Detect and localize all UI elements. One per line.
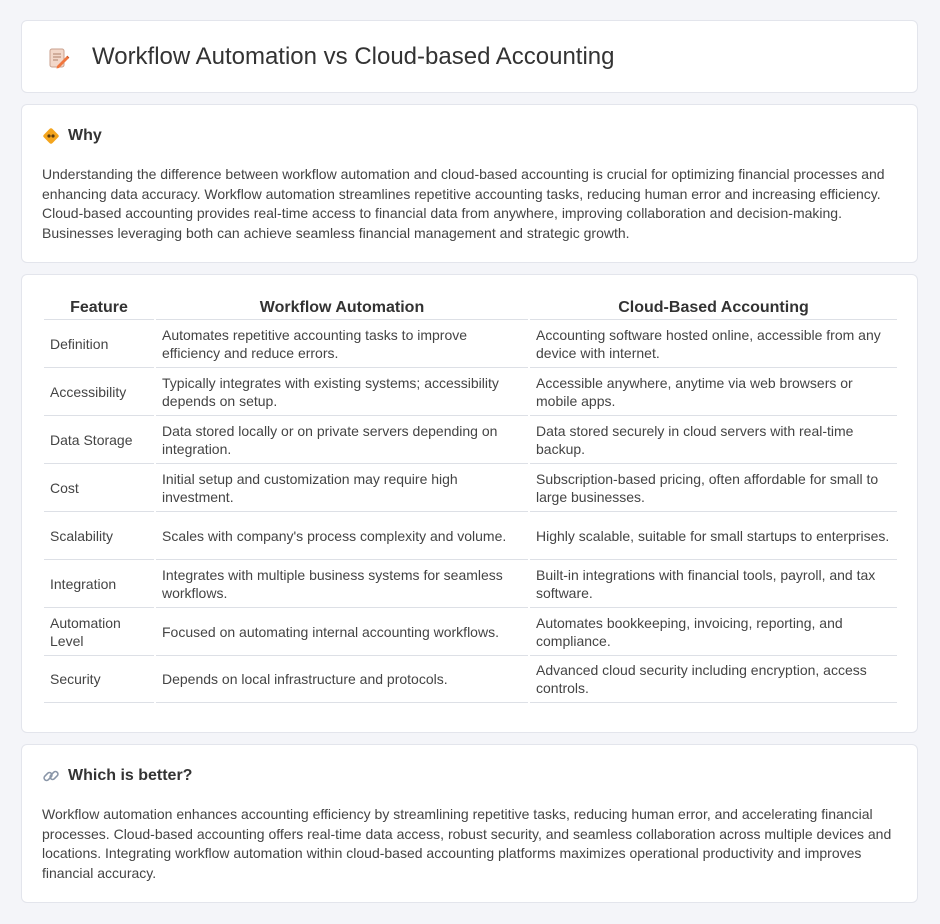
better-text: Workflow automation enhances accounting efficiency by streamlining repetitive tasks, reducing human error, and accelerating financial processes. Cloud-based accounting offers real-time data access, robust security, and seamless collaboration across multiple devices and locations. Integrating workflow automation within cloud-based accounting platforms maximizes operational productivity and improves financial accuracy. xyxy=(42,806,892,881)
header-workflow-automation: Workflow Automation xyxy=(259,299,425,316)
cloud-cell: Automates bookkeeping, invoicing, reporting, and compliance. xyxy=(530,607,897,655)
cloud-cell: Subscription-based pricing, often affordable for small to large businesses. xyxy=(530,463,897,511)
diamond-sign-icon xyxy=(42,127,60,145)
which-is-better-section xyxy=(21,744,918,903)
workflow-cell: Data stored locally or on private servers depending on integration. xyxy=(156,415,528,463)
feature-cell: Security xyxy=(44,655,154,703)
feature-cell: Accessibility xyxy=(44,367,154,415)
feature-cell: Automation Level xyxy=(44,607,154,655)
workflow-cell: Initial setup and customization may require high investment. xyxy=(156,463,528,511)
workflow-cell: Depends on local infrastructure and protocols. xyxy=(156,655,528,703)
header-feature: Feature xyxy=(70,299,128,316)
comparison-table xyxy=(42,297,899,703)
feature-cell: Definition xyxy=(44,319,154,367)
better-heading xyxy=(42,767,192,785)
comparison-card xyxy=(21,274,918,733)
workflow-cell: Automates repetitive accounting tasks to improve efficiency and reduce errors. xyxy=(156,319,528,367)
table-row xyxy=(44,655,897,703)
workflow-cell: Typically integrates with existing systems; accessibility depends on setup. xyxy=(156,367,528,415)
feature-cell: Data Storage xyxy=(44,415,154,463)
cloud-cell: Built-in integrations with financial tools, payroll, and tax software. xyxy=(530,559,897,607)
why-heading-label: Why xyxy=(68,127,102,144)
table-row xyxy=(44,607,897,655)
cloud-cell: Highly scalable, suitable for small startups to enterprises. xyxy=(530,511,897,559)
table-row xyxy=(44,463,897,511)
table-row xyxy=(44,511,897,559)
table-row xyxy=(44,415,897,463)
cloud-cell: Data stored securely in cloud servers with real-time backup. xyxy=(530,415,897,463)
link-icon xyxy=(42,767,60,785)
cloud-cell: Advanced cloud security including encryption, access controls. xyxy=(530,655,897,703)
cloud-cell: Accessible anywhere, anytime via web browsers or mobile apps. xyxy=(530,367,897,415)
workflow-cell: Scales with company's process complexity and volume. xyxy=(156,511,528,559)
header-cloud-based-accounting: Cloud-Based Accounting xyxy=(618,299,809,316)
cloud-cell: Accounting software hosted online, accessible from any device with internet. xyxy=(530,319,897,367)
table-row xyxy=(44,319,897,367)
table-row xyxy=(44,367,897,415)
feature-cell: Cost xyxy=(44,463,154,511)
table-header-row xyxy=(44,297,897,319)
workflow-cell: Focused on automating internal accounting workflows. xyxy=(156,607,528,655)
feature-cell: Scalability xyxy=(44,511,154,559)
table-row xyxy=(44,559,897,607)
why-text: Understanding the difference between workflow automation and cloud-based accounting is crucial for optimizing financial processes and enhancing data accuracy. Workflow automation streamlines repetitive accounting tasks, reducing human error and increasing efficiency. Cloud-based accounting provides real-time access to financial data from anywhere, improving collaboration and decision-making. Businesses leveraging both can achieve seamless financial management and strategic growth. xyxy=(42,166,885,241)
workflow-cell: Integrates with multiple business systems for seamless workflows. xyxy=(156,559,528,607)
feature-cell: Integration xyxy=(44,559,154,607)
page-title: Workflow Automation vs Cloud-based Accounting xyxy=(92,43,615,70)
document-pencil-icon xyxy=(48,47,70,69)
why-heading xyxy=(42,127,102,145)
title-card xyxy=(21,20,918,93)
why-section xyxy=(21,104,918,263)
better-heading-label: Which is better? xyxy=(68,767,193,784)
